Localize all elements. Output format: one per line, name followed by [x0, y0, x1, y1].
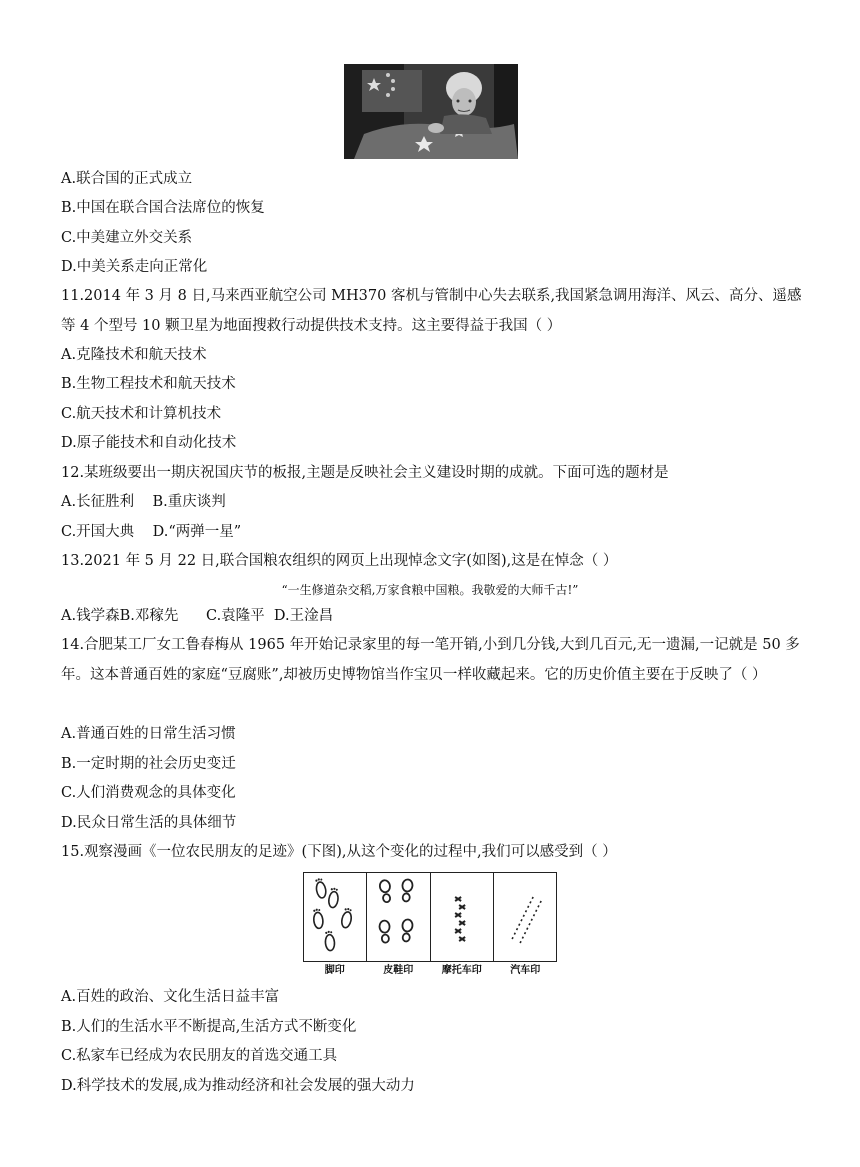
q15-option-d: D.科学技术的发展,成为推动经济和社会发展的强大动力	[61, 1078, 415, 1094]
q14-stem: 14.合肥某工厂女工鲁春梅从 1965 年开始记录家里的每一笔开销,小到几分钱,大到几百元,无一遗漏,一记就是 50 多年。这本普通百姓的家庭“豆腐账”,却被历史博物馆当作宝贝一样收藏起来。它的历史价值主要在于反映了（ ）	[61, 637, 800, 683]
q10-option-b: B.中国在联合国合法席位的恢复	[61, 200, 265, 216]
comic-panel-motorcycle	[431, 873, 494, 961]
q11-option-c: C.航天技术和计算机技术	[61, 406, 222, 422]
q15-stem: 15.观察漫画《一位农民朋友的足迹》(下图),从这个变化的过程中,我们可以感受到（ ）	[61, 844, 617, 860]
caption-car: 汽车印	[510, 965, 541, 976]
comic-panel-car	[494, 873, 556, 961]
bare-footprint-icon	[304, 873, 366, 961]
caption-shoeprints: 皮鞋印	[383, 965, 414, 976]
q14-option-a: A.普通百姓的日常生活习惯	[61, 726, 236, 742]
caption-footprints: 脚印	[324, 965, 345, 976]
q14-option-c: C.人们消费观念的具体变化	[61, 785, 236, 801]
q15-option-b: B.人们的生活水平不断提高,生活方式不断变化	[61, 1019, 357, 1035]
q10-option-a: A.联合国的正式成立	[61, 171, 193, 187]
q13-stem: 13.2021 年 5 月 22 日,联合国粮农组织的网页上出现悼念文字(如图),这是在悼念（ ）	[61, 553, 618, 569]
q13-quote: “一生修道杂交稻,万家食粮中国粮。我敬爱的大师千古!”	[281, 583, 579, 597]
q15-option-a: A.百姓的政治、文化生活日益丰富	[61, 989, 280, 1005]
flag-sewing-photo	[344, 64, 518, 159]
car-track-icon	[494, 873, 556, 961]
q12-options-cd: C.开国大典 D.“两弹一星”	[61, 524, 242, 540]
q13-options: A.钱学森B.邓稼先 C.袁隆平 D.王淦昌	[61, 608, 334, 624]
q11-option-b: B.生物工程技术和航天技术	[61, 376, 236, 392]
shoe-print-icon	[367, 873, 429, 961]
q10-option-c: C.中美建立外交关系	[61, 230, 193, 246]
q15-option-c: C.私家车已经成为农民朋友的首选交通工具	[61, 1048, 338, 1064]
q10-option-d: D.中美关系走向正常化	[61, 259, 208, 275]
footprint-comic	[303, 872, 557, 962]
q14-option-d: D.民众日常生活的具体细节	[61, 815, 237, 831]
comic-captions	[303, 965, 557, 977]
tire-track-icon	[431, 873, 493, 961]
q11-stem: 11.2014 年 3 月 8 日,马来西亚航空公司 MH370 客机与管制中心失去联系,我国紧急调用海洋、风云、高分、遥感等 4 个型号 10 颗卫星为地面搜救行动提供技术支持。这主要得益于我国（ ）	[61, 288, 802, 334]
caption-motorcycle: 摩托车印	[441, 965, 482, 976]
comic-panel-footprints	[304, 873, 367, 961]
q11-option-d: D.原子能技术和自动化技术	[61, 435, 237, 451]
q11-option-a: A.克隆技术和航天技术	[61, 347, 207, 363]
photo-illustration	[344, 64, 518, 159]
q12-stem: 12.某班级要出一期庆祝国庆节的板报,主题是反映社会主义建设时期的成就。下面可选的题材是	[61, 465, 669, 481]
q14-option-b: B.一定时期的社会历史变迁	[61, 756, 236, 772]
comic-panel-shoeprints	[367, 873, 430, 961]
q12-options-ab: A.长征胜利 B.重庆谈判	[61, 494, 226, 510]
